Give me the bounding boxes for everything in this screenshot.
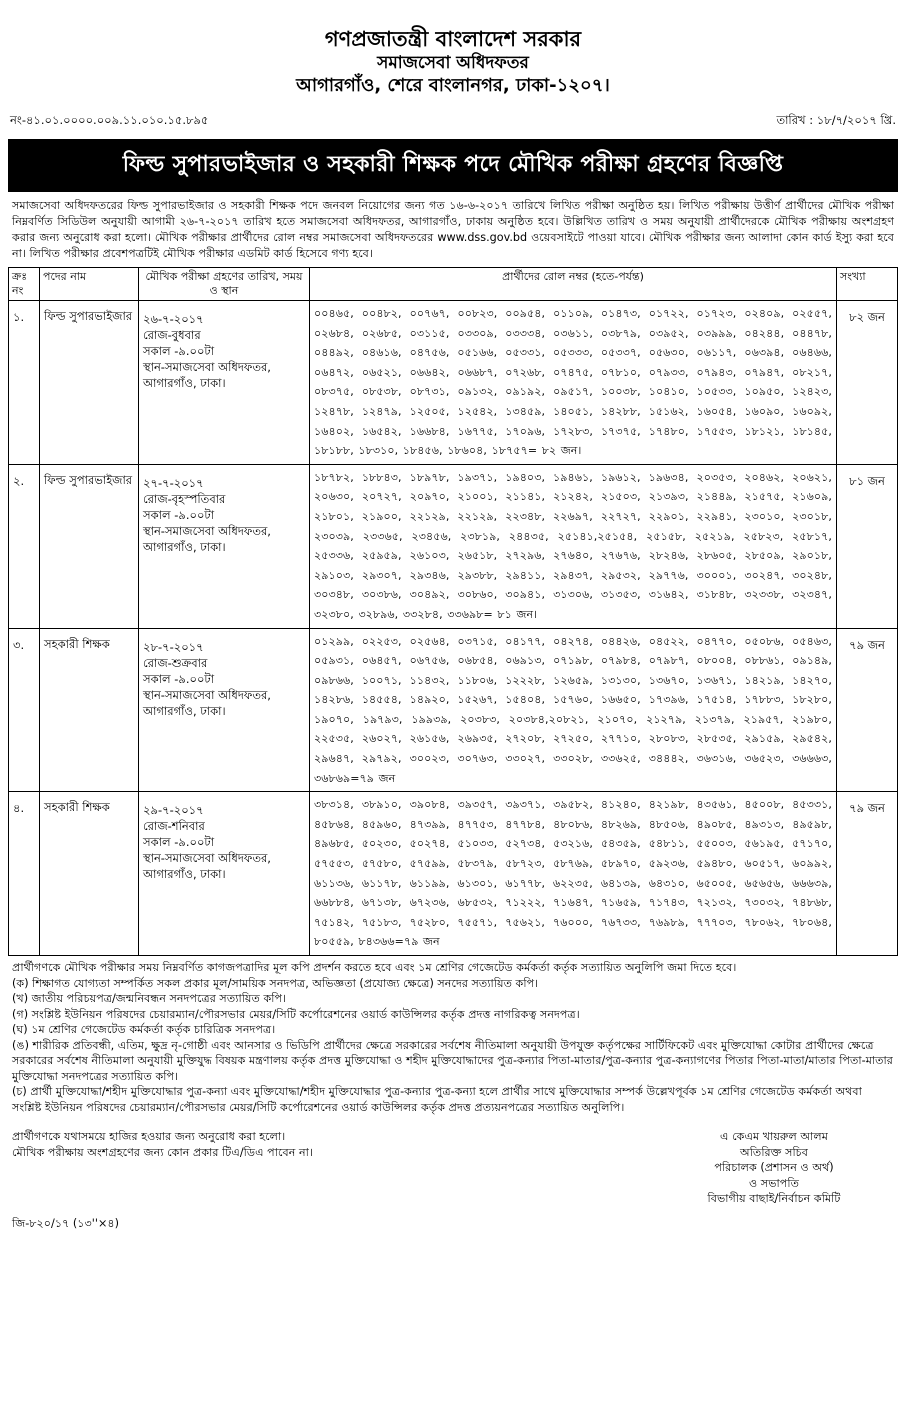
- reference-row: [8, 112, 898, 131]
- footer-instructions: [12, 1129, 313, 1207]
- table-row: [9, 301, 898, 465]
- row-count: ৮১ জন: [837, 464, 898, 628]
- exam-date: ২৬-৭-২০১৭: [143, 312, 204, 326]
- row-rolls: ১৮৭৮২, ১৮৮৪৩, ১৮৯৭৮, ১৯৩৭১, ১৯৪০৩, ১৯৪৬১, ১৯৬১২, ১৯৬৩৪, ২০৩৫৩, ২০৪৬২, ২০৬২১, ২০৬৩০, ২০৭২৭, ২০৯৭০, ২১০০১, ২১১৪১, ২১২৪২, ২১৫০৩, ২১৩৯৩, ২১৪৪৯, ২১৫৭৫, ২১৬০৯, ২১৮০১, ২১৯০০, ২২১২৯, ২২১২৯, ২২৩৪৮, ২২৬৯৭, ২২৭২৭, ২২৯০১, ২২৯৪১, ২৩০১০, ২৩০১৮, ২৩০৩৯, ২৩৩৬৫, ২৩৪৫৬, ২৩৮১৯, ২৪৪৩৫, ২৫১৪১,২৫১৫৪, ২৫১৫৮, ২৫২১৯, ২৫৮২৩, ২৫৮১৭, ২৫৩৩৬, ২৫৯৫৯, ২৬১০৩, ২৬৫১৮, ২৭২৯৬, ২৭৬৪০, ২৭৬৭৬, ২৮২৪৬, ২৮৬০৫, ২৮৫০৯, ২৯০১৮, ২৯১০৩, ২৯৩০৭, ২৯৩৪৬, ২৯৩৮৮, ২৯৪১১, ২৯৪৩৭, ২৯৫৩২, ২৯৭৭৬, ৩০০০১, ৩০২৪৭, ৩০২৪৮, ৩০৩৪৮, ৩০৩৮৬, ৩০৪৯২, ৩০৮৬০, ৩০৯৪১, ৩১৩০৬, ৩১৩৫৩, ৩১৬৪২, ৩১৮৪৮, ৩২৩৩৮, ৩২৩৪৭, ৩২৩৮০, ৩২৮৯৬, ৩৩২৮৪, ৩৩৬৯৮= ৮১ জন।: [310, 464, 837, 628]
- header-schedule: মৌখিক পরীক্ষা গ্রহণের তারিখ, সময় ও স্থান: [139, 268, 310, 301]
- header-serial: ক্রঃ নং: [9, 268, 40, 301]
- footer: [8, 1129, 898, 1207]
- exam-venue: স্থান-সমাজসেবা অধিদফতর, আগারগাঁও, ঢাকা।: [143, 523, 271, 554]
- header-count: সংখ্যা: [837, 268, 898, 301]
- notice-date: তারিখ : ১৮/৭/২০১৭ খ্রি.: [776, 113, 896, 127]
- row-post: ফিল্ড সুপারভাইজার: [40, 464, 139, 628]
- government-title: গণপ্রজাতন্ত্রী বাংলাদেশ সরকার: [324, 27, 582, 51]
- requirements-notes: [8, 956, 898, 1115]
- exam-day: রোজ-বুধবার: [143, 328, 201, 342]
- signatory-role: পরিচালক (প্রশাসন ও অর্থ): [714, 1161, 834, 1174]
- row-count: ৮২ জন: [837, 301, 898, 465]
- department-name: সমাজসেবা অধিদফতর: [377, 53, 529, 73]
- note-item: (ক) শিক্ষাগত যোগ্যতা সম্পর্কিত সকল প্রকার মূল/সাময়িক সনদপত্র, অভিজ্ঞতা (প্রযোজ্য ক্ষেত্রে) সনদের সত্যায়িত কপি।: [12, 976, 539, 990]
- exam-time: সকাল -৯.০০টা: [143, 507, 215, 522]
- row-post: সহকারী শিক্ষক: [40, 628, 139, 792]
- notice-banner: ফিল্ড সুপারভাইজার ও সহকারী শিক্ষক পদে মৌখিক পরীক্ষা গ্রহণের বিজ্ঞপ্তি: [8, 139, 898, 192]
- table-row: [9, 628, 898, 792]
- exam-time: সকাল -৯.০০টা: [143, 344, 215, 358]
- row-serial: ৩.: [9, 628, 40, 792]
- row-post: ফিল্ড সুপারভাইজার: [40, 301, 139, 465]
- row-serial: ১.: [9, 301, 40, 465]
- exam-date: ২৯-৭-২০১৭: [143, 803, 204, 818]
- exam-day: রোজ-বৃহস্পতিবার: [143, 491, 226, 506]
- notice-page: [8, 26, 898, 1416]
- row-schedule: [139, 792, 310, 956]
- header-post: পদের নাম: [40, 268, 139, 301]
- note-item: (খ) জাতীয় পরিচয়পত্র/জন্মনিবন্ধন সনদপত্রের সত্যায়িত কপি।: [12, 992, 287, 1005]
- footer-line: প্রার্থীগণকে যথাসময়ে হাজির হওয়ার জন্য অনুরোধ করা হলো।: [12, 1130, 286, 1143]
- table-header-row: [9, 268, 898, 301]
- row-rolls: ০০৪৬৫, ০০৪৮২, ০০৭৬৭, ০০৮২৩, ০০৯৫৪, ০১১০৯, ০১৪৭৩, ০১৭২২, ০১৭২৩, ০২৪০৯, ০২৫৫৭, ০২৬৮৪, ০২৬৮৫, ০৩১১৫, ০৩৩০৯, ০৩৩৩৪, ০৩৬১১, ০৩৮৭৯, ০৩৯৫২, ০৩৯৯৯, ০৪২৪৪, ০৪৪৭৮, ০৪৪৯২, ০৪৬১৬, ০৪৭৫৬, ০৫১৬৬, ০৫৩৩১, ০৫৩৩৩, ০৫৩৩৭, ০৫৬৩০, ০৬১১৭, ০৬৩৯৪, ০৬৪৬৬, ০৬৪৭২, ০৬৫২১, ০৬৬৪২, ০৬৬৮৭, ০৭২৬৮, ০৭৪৭৫, ০৭৮১০, ০৭৯৩৩, ০৭৯৪৩, ০৭৯৪৭, ০৮২১৭, ০৮৩৭৫, ০৮৫৩৮, ০৮৭৩১, ০৯১৩২, ০৯১৯২, ০৯৫১৭, ১০০৩৮, ১০৪১০, ১০৫৩৩, ১০৯৫০, ১২৪২৩, ১২৪৭৮, ১২৪৭৯, ১২৫০৫, ১২৫৪২, ১৩৪৫৯, ১৪০৫১, ১৪২৮৮, ১৫১৬২, ১৬০৫৪, ১৬০৯০, ১৬০৯২, ১৬৪০২, ১৬৫৪২, ১৬৬৮৪, ১৬৭৭৫, ১৭০৯৬, ১৭২৮৩, ১৭৩৭৫, ১৭৪৮০, ১৭৫৫৩, ১৮১২১, ১৮১৪৫, ১৮১৮৮, ১৮৩১০, ১৮৪৫৬, ১৮৬০৪, ১৮৭৫৭= ৮২ জন।: [310, 301, 837, 465]
- reference-number: নং-৪১.০১.০০০০.০০৯.১১.০১০.১৫.৮৯৫: [10, 113, 209, 127]
- print-code: জি-৮২০/১৭ (১৩''×৪): [12, 1216, 119, 1230]
- note-item: (ঘ) ১ম শ্রেণির গেজেটেড কর্মকর্তা কর্তৃক চারিত্রিক সনদপত্র।: [12, 1023, 276, 1036]
- row-rolls: ০১২৯৯, ০২২৫৩, ০২৫৬৪, ০৩৭১৫, ০৪১৭৭, ০৪২৭৪, ০৪৪২৬, ০৪৫২২, ০৪৭৭০, ০৫০৮৬, ০৫৪৬৩, ০৫৯৩১, ০৬৪৫৭, ০৬৭৫৬, ০৬৮৫৪, ০৬৯১৩, ০৭১৯৮, ০৭৯৮৪, ০৭৯৮৭, ০৮০০৪, ০৮৮৬১, ০৯১৪৯, ০৯৮৬৬, ১০০৭১, ১১৪৩২, ১১৮০৬, ১২২২৮, ১২৬৫৯, ১৩১৩০, ১৩৬৭০, ১৩৬৭১, ১৪২১৯, ১৪২৭০, ১৪২৮৬, ১৪৫৫৪, ১৪৯২০, ১৫২৬৭, ১৫৪০৪, ১৫৭৬০, ১৬৬৫০, ১৭৩৯৬, ১৭৫১৪, ১৭৮৮৩, ১৮২৮০, ১৯০৭০, ১৯৭৯৩, ১৯৯৩৯, ২০৩৮৩, ২০৩৮৪,২০৮২১, ২১০৭০, ২১২৭৯, ২১৩৭৯, ২১৯৫৭, ২১৯৮০, ২২৫৩৫, ২৬০২৭, ২৬১৫৬, ২৬৯৩৫, ২৭২০৮, ২৭২৫০, ২৭৭১০, ২৮০৮৩, ২৮৫৩৫, ২৯১৫৯, ২৯৫৪২, ২৯৬৪৭, ২৯৭৯২, ৩০০২৩, ৩০৭৬৩, ৩৩০২৭, ৩৩০২৮, ৩৩৬২৫, ৩৪৪৪২, ৩৬৩১৬, ৩৬৫২৩, ৩৬৬৬৩, ৩৬৮৬৯=৭৯ জন: [310, 628, 837, 792]
- signatory-name: এ কেএম খায়রুল আলম: [720, 1130, 828, 1143]
- schedule-table: [8, 267, 898, 956]
- exam-venue: স্থান-সমাজসেবা অধিদফতর, আগারগাঁও, ঢাকা।: [143, 687, 271, 718]
- signatory-committee: বিভাগীয় বাছাই/নির্বাচন কমিটি: [707, 1192, 841, 1205]
- signatory-title: অতিরিক্ত সচিব: [740, 1145, 808, 1159]
- note-item: (ঙ) শারীরিক প্রতিবন্ধী, এতিম, ক্ষুদ্র নৃ-গোষ্ঠী এবং আনসার ও ভিডিপি প্রার্থীদের ক্ষেত্রে সরকারের সর্বশেষ নীতিমালা অনুযায়ী উপযুক্ত কর্তৃপক্ষের সার্টিফিকেট এবং মুক্তিযোদ্ধা কোটার প্রার্থীদের ক্ষেত্রে সরকারের সর্বশেষ নীতিমালা অনুযায়ী মুক্তিযুদ্ধ বিষয়ক মন্ত্রণালয় কর্তৃক প্রদত্ত মুক্তিযোদ্ধা ও শহীদ মুক্তিযোদ্ধাদের পুত্র-কন্যার পিতা-মাতার/পুত্র-কন্যার পুত্র-কন্যাগণের পিতার পিতা-মাতা/মাতার পিতা-মাতার মুক্তিযোদ্ধা সনদপত্রের সত্যায়িত কপি।: [12, 1038, 893, 1083]
- row-serial: ২.: [9, 464, 40, 628]
- row-count: ৭৯ জন: [837, 628, 898, 792]
- note-item: (চ) প্রার্থী মুক্তিযোদ্ধা/শহীদ মুক্তিযোদ্ধার পুত্র-কন্যা এবং মুক্তিযোদ্ধা/শহীদ মুক্তিযোদ্ধার পুত্র-কন্যার পুত্র-কন্যা হলে প্রার্থীর সাথে মুক্তিযোদ্ধার সম্পর্ক উল্লেখপূর্বক ১ম শ্রেণির গেজেটেড কর্মকর্তা অথবা সংশ্লিষ্ট ইউনিয়ন পরিষদের চেয়ারম্যান/পৌরসভার মেয়র/সিটি কর্পোরেশনের ওয়ার্ড কাউন্সিলর কর্তৃক প্রদত্ত প্রত্যয়নপত্রের সত্যায়িত অনুলিপি।: [12, 1085, 862, 1114]
- table-row: [9, 792, 898, 956]
- table-row: [9, 464, 898, 628]
- row-schedule: [139, 464, 310, 628]
- exam-date: ২৭-৭-২০১৭: [143, 475, 204, 490]
- notes-lead: প্রার্থীগণকে মৌখিক পরীক্ষার সময় নিম্নবর্ণিত কাগজপত্রাদির মূল কপি প্রদর্শন করতে হবে এবং ১ম শ্রেণির গেজেটেড কর্মকর্তা কর্তৃক সত্যায়িত অনুলিপি জমা দিতে হবে।: [12, 961, 737, 974]
- signatory-role: ও সভাপতি: [749, 1176, 799, 1190]
- exam-venue: স্থান-সমাজসেবা অধিদফতর, আগারগাঁও, ঢাকা।: [143, 851, 271, 882]
- exam-time: সকাল -৯.০০টা: [143, 671, 215, 686]
- note-item: (গ) সংশ্লিষ্ট ইউনিয়ন পরিষদের চেয়ারম্যান/পৌরসভার মেয়র/সিটি কর্পোরেশনের ওয়ার্ড কাউন্সিলর কর্তৃক প্রদত্ত নাগরিকত্ব সনদপত্র।: [12, 1007, 580, 1021]
- signature-block: [654, 1129, 894, 1207]
- exam-date: ২৮-৭-২০১৭: [143, 639, 204, 654]
- exam-day: রোজ-শনিবার: [143, 819, 205, 834]
- row-post: সহকারী শিক্ষক: [40, 792, 139, 956]
- exam-day: রোজ-শুক্রবার: [143, 655, 208, 670]
- intro-paragraph: সমাজসেবা অধিদফতরের ফিল্ড সুপারভাইজার ও সহকারী শিক্ষক পদে জনবল নিয়োগের জন্য গত ১৬-৬-২০১৭ তারিখে লিখিত পরীক্ষা অনুষ্ঠিত হয়। লিখিত পরীক্ষায় উত্তীর্ণ প্রার্থীদের মৌখিক পরীক্ষা নিম্নবর্ণিত সিডিউল অনুযায়ী আগামী ২৬-৭-২০১৭ তারিখ হতে সমাজসেবা অধিদফতর, আগারগাঁও, ঢাকায় অনুষ্ঠিত হবে। উল্লিখিত তারিখ ও সময় অনুযায়ী প্রার্থীদেরকে মৌখিক পরীক্ষায় অংশগ্রহণ করার জন্য অনুরোধ করা হলো। মৌখিক পরীক্ষার প্রার্থীদের রোল নম্বর সমাজসেবা অধিদফতরের www.dss.gov.bd ওয়েবসাইটে পাওয়া যাবে। মৌখিক পরীক্ষার জন্য আলাদা কোন কার্ড ইস্যু করা হবে না। লিখিত পরীক্ষার প্রবেশপত্রটিই মৌখিক পরীক্ষার এডমিট কার্ড হিসেবে গণ্য হবে।: [12, 199, 894, 260]
- exam-time: সকাল -৯.০০টা: [143, 835, 215, 850]
- row-rolls: ৩৮৩১৪, ৩৮৯১০, ৩৯০৮৪, ৩৯৩৫৭, ৩৯৩৭১, ৩৯৫৮২, ৪১২৪০, ৪২১৯৮, ৪৩৫৬১, ৪৫০০৮, ৪৫৩৩১, ৪৫৮৬৪, ৪৫৯৬০, ৪৭৩৯৯, ৪৭৭৫৩, ৪৭৭৮৪, ৪৮০৮৬, ৪৮২৬৯, ৪৮৫০৬, ৪৯০৮৫, ৪৯৩১৩, ৪৯৫৯৮, ৪৯৬৮৫, ৫০২৩০, ৫০২৭৪, ৫১০৩৩, ৫২৭৩৪, ৫৩২১৬, ৫৪৩৫৯, ৫৪৮১১, ৫৫০০৩, ৫৬১৯৫, ৫৭১৭০, ৫৭৫৫৩, ৫৭৫৮০, ৫৭৫৯৯, ৫৮৩৭৯, ৫৮৭২৩, ৫৮৭৬৯, ৫৮৯৭০, ৫৯২৩৬, ৫৯৪৮০, ৬০৫১৭, ৬০৯৯২, ৬১১৩৬, ৬১১৭৮, ৬১১৯৯, ৬১৩০১, ৬১৭৭৮, ৬২২৩৫, ৬৪১৩৯, ৬৪৩১০, ৬৫০০৫, ৬৫৬৫৬, ৬৬৬৩৯, ৬৬৮৮৪, ৬৭১৩৮, ৬৭২৩৬, ৬৮৫৩২, ৭১২২২, ৭১৬৪৭, ৭১৬৫৯, ৭১৭৪৩, ৭২১৩২, ৭৩০৩২, ৭৪৮৬৮, ৭৫১৪২, ৭৫১৮৩, ৭৫২৮০, ৭৫৫৭১, ৭৫৬২১, ৭৬০০০, ৭৬৭৩৩, ৭৬৯৮৯, ৭৭৭০৩, ৭৮০৬২, ৭৮০৬৪, ৮০৫৫৯, ৮৪৩৬৬=৭৯ জন: [310, 792, 837, 956]
- footer-line: মৌখিক পরীক্ষায় অংশগ্রহণের জন্য কোন প্রকার টিএ/ডিএ পাবেন না।: [12, 1145, 313, 1159]
- row-serial: ৪.: [9, 792, 40, 956]
- letterhead: [8, 26, 898, 98]
- exam-venue: স্থান-সমাজসেবা অধিদফতর, আগারগাঁও, ঢাকা।: [143, 360, 271, 390]
- row-count: ৭৯ জন: [837, 792, 898, 956]
- row-schedule: [139, 628, 310, 792]
- office-address: আগারগাঁও, শেরে বাংলানগর, ঢাকা-১২০৭।: [296, 75, 610, 96]
- row-schedule: [139, 301, 310, 465]
- header-rolls: প্রার্থীদের রোল নম্বর (হতে-পর্যন্ত): [310, 268, 837, 301]
